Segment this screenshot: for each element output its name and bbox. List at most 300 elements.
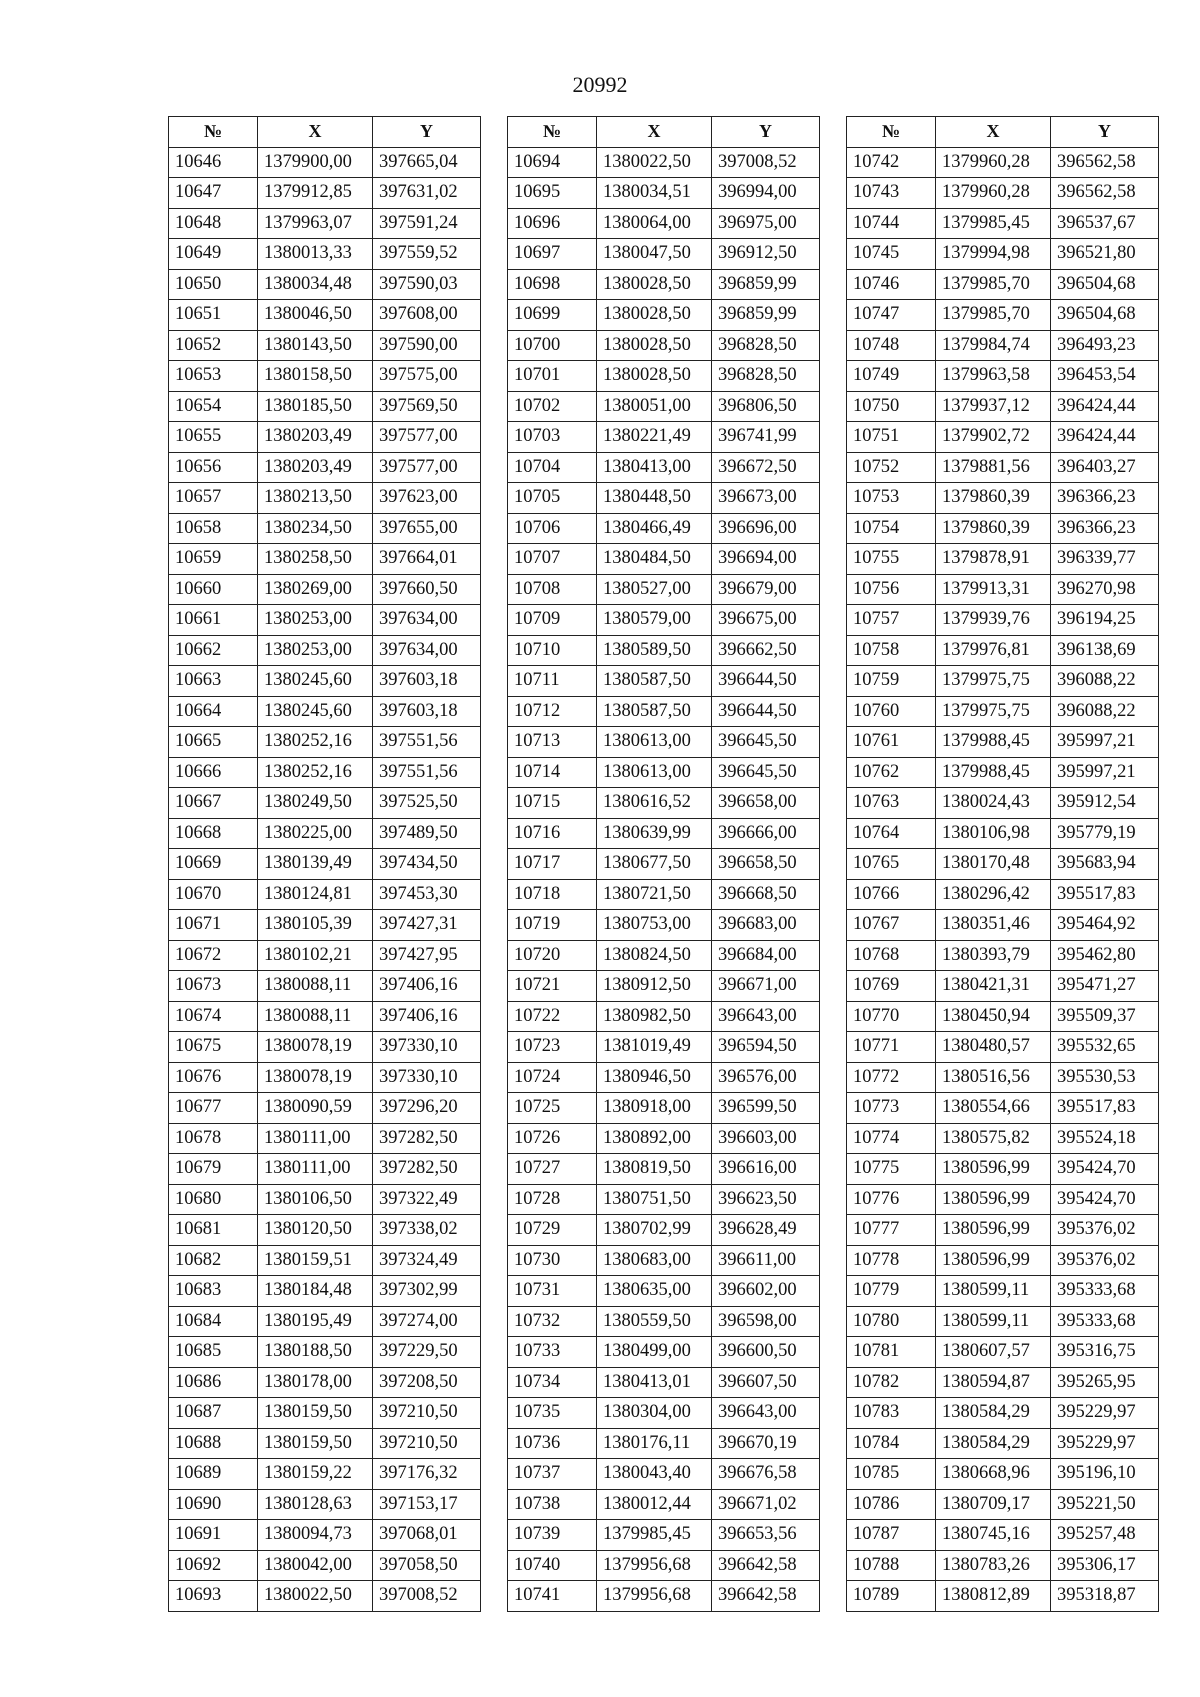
cell-number: 10686 xyxy=(169,1367,258,1398)
table-row xyxy=(847,1154,1159,1185)
cell-number: 10764 xyxy=(847,818,936,849)
table-row xyxy=(847,1337,1159,1368)
cell-x: 1380587,50 xyxy=(597,666,712,697)
cell-y: 397302,99 xyxy=(373,1276,481,1307)
cell-x: 1380753,00 xyxy=(597,910,712,941)
table-row xyxy=(847,1459,1159,1490)
cell-y: 396493,23 xyxy=(1051,330,1159,361)
cell-x: 1380745,16 xyxy=(936,1520,1051,1551)
table-row xyxy=(847,391,1159,422)
table-row xyxy=(847,1306,1159,1337)
header-y: Y xyxy=(712,117,820,148)
cell-number: 10702 xyxy=(508,391,597,422)
cell-x: 1380088,11 xyxy=(258,1001,373,1032)
cell-x: 1380106,98 xyxy=(936,818,1051,849)
cell-x: 1380234,50 xyxy=(258,513,373,544)
table-row xyxy=(508,239,820,270)
cell-number: 10722 xyxy=(508,1001,597,1032)
cell-y: 396623,50 xyxy=(712,1184,820,1215)
cell-number: 10690 xyxy=(169,1489,258,1520)
cell-x: 1380499,00 xyxy=(597,1337,712,1368)
cell-number: 10696 xyxy=(508,208,597,239)
cell-number: 10753 xyxy=(847,483,936,514)
cell-number: 10687 xyxy=(169,1398,258,1429)
cell-number: 10662 xyxy=(169,635,258,666)
table-row xyxy=(508,1276,820,1307)
cell-x: 1380616,52 xyxy=(597,788,712,819)
table-header-row xyxy=(847,117,1159,148)
cell-number: 10677 xyxy=(169,1093,258,1124)
cell-x: 1380253,00 xyxy=(258,635,373,666)
cell-x: 1380028,50 xyxy=(597,300,712,331)
table-row xyxy=(169,1428,481,1459)
cell-number: 10646 xyxy=(169,147,258,178)
table-row xyxy=(847,1123,1159,1154)
cell-y: 396859,99 xyxy=(712,269,820,300)
cell-x: 1380090,59 xyxy=(258,1093,373,1124)
cell-number: 10707 xyxy=(508,544,597,575)
cell-x: 1380579,00 xyxy=(597,605,712,636)
table-row xyxy=(169,1154,481,1185)
cell-number: 10768 xyxy=(847,940,936,971)
table-row xyxy=(508,757,820,788)
cell-x: 1379975,75 xyxy=(936,696,1051,727)
cell-x: 1379963,58 xyxy=(936,361,1051,392)
cell-number: 10683 xyxy=(169,1276,258,1307)
cell-x: 1380120,50 xyxy=(258,1215,373,1246)
cell-x: 1380668,96 xyxy=(936,1459,1051,1490)
cell-y: 395424,70 xyxy=(1051,1184,1159,1215)
cell-y: 396607,50 xyxy=(712,1367,820,1398)
cell-number: 10745 xyxy=(847,239,936,270)
table-row xyxy=(169,1032,481,1063)
table-row xyxy=(508,483,820,514)
cell-number: 10782 xyxy=(847,1367,936,1398)
cell-x: 1380178,00 xyxy=(258,1367,373,1398)
cell-number: 10752 xyxy=(847,452,936,483)
cell-number: 10667 xyxy=(169,788,258,819)
cell-y: 396424,44 xyxy=(1051,422,1159,453)
cell-number: 10733 xyxy=(508,1337,597,1368)
coordinate-table-1 xyxy=(168,116,481,1612)
cell-x: 1380527,00 xyxy=(597,574,712,605)
cell-y: 396658,00 xyxy=(712,788,820,819)
cell-y: 395517,83 xyxy=(1051,1093,1159,1124)
cell-y: 397634,00 xyxy=(373,605,481,636)
cell-number: 10726 xyxy=(508,1123,597,1154)
cell-number: 10705 xyxy=(508,483,597,514)
table-row xyxy=(847,788,1159,819)
table-row xyxy=(508,1489,820,1520)
cell-number: 10649 xyxy=(169,239,258,270)
cell-x: 1379975,75 xyxy=(936,666,1051,697)
cell-number: 10744 xyxy=(847,208,936,239)
table-row xyxy=(508,666,820,697)
cell-y: 395464,92 xyxy=(1051,910,1159,941)
cell-y: 397559,52 xyxy=(373,239,481,270)
cell-number: 10787 xyxy=(847,1520,936,1551)
table-row xyxy=(169,391,481,422)
cell-number: 10654 xyxy=(169,391,258,422)
table-row xyxy=(847,300,1159,331)
cell-x: 1380596,99 xyxy=(936,1215,1051,1246)
cell-number: 10737 xyxy=(508,1459,597,1490)
table-row xyxy=(169,727,481,758)
table-row xyxy=(508,208,820,239)
cell-y: 397153,17 xyxy=(373,1489,481,1520)
cell-y: 396521,80 xyxy=(1051,239,1159,270)
table-row xyxy=(508,788,820,819)
cell-number: 10750 xyxy=(847,391,936,422)
table-row xyxy=(169,1550,481,1581)
cell-y: 396658,50 xyxy=(712,849,820,880)
cell-number: 10765 xyxy=(847,849,936,880)
cell-x: 1380575,82 xyxy=(936,1123,1051,1154)
table-row xyxy=(508,971,820,1002)
table-row xyxy=(508,178,820,209)
table-row xyxy=(847,361,1159,392)
cell-y: 395509,37 xyxy=(1051,1001,1159,1032)
cell-y: 396599,50 xyxy=(712,1093,820,1124)
cell-y: 396628,49 xyxy=(712,1215,820,1246)
cell-x: 1380170,48 xyxy=(936,849,1051,880)
cell-y: 397282,50 xyxy=(373,1154,481,1185)
cell-number: 10714 xyxy=(508,757,597,788)
cell-x: 1379994,98 xyxy=(936,239,1051,270)
cell-x: 1380982,50 xyxy=(597,1001,712,1032)
cell-number: 10762 xyxy=(847,757,936,788)
cell-x: 1380296,42 xyxy=(936,879,1051,910)
table-row xyxy=(847,1245,1159,1276)
cell-number: 10741 xyxy=(508,1581,597,1612)
table-row xyxy=(508,1428,820,1459)
cell-x: 1380639,99 xyxy=(597,818,712,849)
cell-number: 10776 xyxy=(847,1184,936,1215)
cell-x: 1380064,00 xyxy=(597,208,712,239)
cell-x: 1380413,00 xyxy=(597,452,712,483)
cell-x: 1380304,00 xyxy=(597,1398,712,1429)
cell-x: 1379963,07 xyxy=(258,208,373,239)
cell-x: 1380034,48 xyxy=(258,269,373,300)
cell-x: 1380587,50 xyxy=(597,696,712,727)
cell-y: 395265,95 xyxy=(1051,1367,1159,1398)
table-row xyxy=(169,361,481,392)
cell-y: 396194,25 xyxy=(1051,605,1159,636)
cell-number: 10751 xyxy=(847,422,936,453)
table-row xyxy=(847,849,1159,880)
cell-y: 396138,69 xyxy=(1051,635,1159,666)
cell-y: 397591,24 xyxy=(373,208,481,239)
cell-y: 396403,27 xyxy=(1051,452,1159,483)
cell-y: 395517,83 xyxy=(1051,879,1159,910)
cell-number: 10746 xyxy=(847,269,936,300)
cell-number: 10697 xyxy=(508,239,597,270)
cell-y: 396088,22 xyxy=(1051,696,1159,727)
cell-number: 10771 xyxy=(847,1032,936,1063)
cell-y: 397623,00 xyxy=(373,483,481,514)
table-row xyxy=(169,1459,481,1490)
cell-number: 10698 xyxy=(508,269,597,300)
cell-number: 10655 xyxy=(169,422,258,453)
cell-number: 10689 xyxy=(169,1459,258,1490)
cell-number: 10706 xyxy=(508,513,597,544)
table-row xyxy=(847,147,1159,178)
cell-y: 397210,50 xyxy=(373,1428,481,1459)
table-row xyxy=(508,696,820,727)
table-row xyxy=(169,849,481,880)
table-row xyxy=(508,1520,820,1551)
cell-number: 10711 xyxy=(508,666,597,697)
cell-number: 10650 xyxy=(169,269,258,300)
table-row xyxy=(169,1245,481,1276)
table-row xyxy=(847,422,1159,453)
table-row xyxy=(169,513,481,544)
cell-x: 1379900,00 xyxy=(258,147,373,178)
cell-number: 10739 xyxy=(508,1520,597,1551)
table-row xyxy=(847,1001,1159,1032)
cell-y: 396676,58 xyxy=(712,1459,820,1490)
cell-number: 10688 xyxy=(169,1428,258,1459)
table-row xyxy=(508,1123,820,1154)
table-row xyxy=(169,696,481,727)
cell-number: 10692 xyxy=(169,1550,258,1581)
cell-number: 10651 xyxy=(169,300,258,331)
cell-x: 1379878,91 xyxy=(936,544,1051,575)
cell-number: 10709 xyxy=(508,605,597,636)
cell-y: 396859,99 xyxy=(712,300,820,331)
cell-x: 1380159,22 xyxy=(258,1459,373,1490)
cell-x: 1380613,00 xyxy=(597,727,712,758)
cell-y: 395683,94 xyxy=(1051,849,1159,880)
cell-number: 10777 xyxy=(847,1215,936,1246)
cell-number: 10659 xyxy=(169,544,258,575)
cell-x: 1379860,39 xyxy=(936,513,1051,544)
cell-y: 397406,16 xyxy=(373,971,481,1002)
cell-number: 10763 xyxy=(847,788,936,819)
cell-y: 396616,00 xyxy=(712,1154,820,1185)
coordinate-table-2 xyxy=(507,116,820,1612)
table-row xyxy=(847,1276,1159,1307)
cell-x: 1380466,49 xyxy=(597,513,712,544)
cell-x: 1380047,50 xyxy=(597,239,712,270)
cell-x: 1380042,00 xyxy=(258,1550,373,1581)
table-row xyxy=(847,818,1159,849)
cell-number: 10727 xyxy=(508,1154,597,1185)
cell-number: 10669 xyxy=(169,849,258,880)
cell-y: 397008,52 xyxy=(712,147,820,178)
table-row xyxy=(169,544,481,575)
cell-x: 1380128,63 xyxy=(258,1489,373,1520)
table-row xyxy=(847,1428,1159,1459)
cell-y: 397590,03 xyxy=(373,269,481,300)
table-row xyxy=(847,910,1159,941)
cell-x: 1380709,17 xyxy=(936,1489,1051,1520)
cell-y: 396453,54 xyxy=(1051,361,1159,392)
cell-number: 10682 xyxy=(169,1245,258,1276)
cell-y: 397577,00 xyxy=(373,452,481,483)
cell-number: 10732 xyxy=(508,1306,597,1337)
table-row xyxy=(169,239,481,270)
cell-x: 1380596,99 xyxy=(936,1184,1051,1215)
table-row xyxy=(508,849,820,880)
table-row xyxy=(508,1550,820,1581)
cell-y: 396670,19 xyxy=(712,1428,820,1459)
cell-x: 1380203,49 xyxy=(258,452,373,483)
cell-number: 10712 xyxy=(508,696,597,727)
table-row xyxy=(508,513,820,544)
table-row xyxy=(847,1581,1159,1612)
cell-y: 397660,50 xyxy=(373,574,481,605)
cell-number: 10766 xyxy=(847,879,936,910)
cell-number: 10720 xyxy=(508,940,597,971)
cell-number: 10747 xyxy=(847,300,936,331)
cell-x: 1380176,11 xyxy=(597,1428,712,1459)
cell-number: 10748 xyxy=(847,330,936,361)
table-row xyxy=(847,696,1159,727)
cell-y: 397274,00 xyxy=(373,1306,481,1337)
cell-number: 10703 xyxy=(508,422,597,453)
cell-x: 1380159,51 xyxy=(258,1245,373,1276)
cell-x: 1380158,50 xyxy=(258,361,373,392)
table-row xyxy=(169,818,481,849)
cell-y: 395424,70 xyxy=(1051,1154,1159,1185)
cell-y: 396643,00 xyxy=(712,1001,820,1032)
table-row xyxy=(169,452,481,483)
cell-y: 397406,16 xyxy=(373,1001,481,1032)
cell-number: 10693 xyxy=(169,1581,258,1612)
cell-x: 1380159,50 xyxy=(258,1428,373,1459)
cell-y: 396828,50 xyxy=(712,361,820,392)
cell-number: 10738 xyxy=(508,1489,597,1520)
cell-y: 397590,00 xyxy=(373,330,481,361)
cell-x: 1379985,70 xyxy=(936,269,1051,300)
cell-number: 10647 xyxy=(169,178,258,209)
cell-y: 396741,99 xyxy=(712,422,820,453)
cell-x: 1379985,45 xyxy=(597,1520,712,1551)
cell-y: 396671,02 xyxy=(712,1489,820,1520)
cell-x: 1380105,39 xyxy=(258,910,373,941)
cell-y: 396806,50 xyxy=(712,391,820,422)
cell-x: 1380024,43 xyxy=(936,788,1051,819)
cell-number: 10681 xyxy=(169,1215,258,1246)
cell-x: 1379860,39 xyxy=(936,483,1051,514)
table-row xyxy=(169,1398,481,1429)
cell-number: 10671 xyxy=(169,910,258,941)
cell-y: 396600,50 xyxy=(712,1337,820,1368)
cell-number: 10666 xyxy=(169,757,258,788)
cell-y: 396088,22 xyxy=(1051,666,1159,697)
cell-number: 10740 xyxy=(508,1550,597,1581)
cell-y: 396366,23 xyxy=(1051,513,1159,544)
cell-y: 395912,54 xyxy=(1051,788,1159,819)
cell-x: 1380559,50 xyxy=(597,1306,712,1337)
table-row xyxy=(508,1154,820,1185)
table-row xyxy=(508,727,820,758)
cell-number: 10718 xyxy=(508,879,597,910)
table-row xyxy=(508,269,820,300)
cell-x: 1379902,72 xyxy=(936,422,1051,453)
cell-x: 1380751,50 xyxy=(597,1184,712,1215)
cell-number: 10757 xyxy=(847,605,936,636)
cell-y: 396653,56 xyxy=(712,1520,820,1551)
cell-x: 1380143,50 xyxy=(258,330,373,361)
cell-x: 1380393,79 xyxy=(936,940,1051,971)
table-row xyxy=(847,727,1159,758)
cell-x: 1379984,74 xyxy=(936,330,1051,361)
cell-number: 10685 xyxy=(169,1337,258,1368)
cell-y: 397296,20 xyxy=(373,1093,481,1124)
cell-y: 396644,50 xyxy=(712,696,820,727)
coordinate-table-3 xyxy=(846,116,1159,1612)
table-row xyxy=(847,239,1159,270)
cell-x: 1380918,00 xyxy=(597,1093,712,1124)
cell-number: 10653 xyxy=(169,361,258,392)
table-row xyxy=(847,269,1159,300)
cell-x: 1380253,00 xyxy=(258,605,373,636)
cell-number: 10770 xyxy=(847,1001,936,1032)
table-row xyxy=(169,574,481,605)
cell-y: 397631,02 xyxy=(373,178,481,209)
cell-number: 10730 xyxy=(508,1245,597,1276)
cell-y: 397068,01 xyxy=(373,1520,481,1551)
cell-y: 397229,50 xyxy=(373,1337,481,1368)
cell-y: 397008,52 xyxy=(373,1581,481,1612)
cell-number: 10694 xyxy=(508,147,597,178)
table-row xyxy=(847,1398,1159,1429)
cell-x: 1380599,11 xyxy=(936,1306,1051,1337)
cell-number: 10772 xyxy=(847,1062,936,1093)
cell-x: 1380635,00 xyxy=(597,1276,712,1307)
cell-number: 10652 xyxy=(169,330,258,361)
table-row xyxy=(169,1306,481,1337)
table-row xyxy=(169,1520,481,1551)
table-row xyxy=(508,605,820,636)
header-y: Y xyxy=(373,117,481,148)
table-row xyxy=(508,422,820,453)
cell-x: 1380022,50 xyxy=(597,147,712,178)
table-row xyxy=(847,1489,1159,1520)
cell-y: 397603,18 xyxy=(373,696,481,727)
table-row xyxy=(508,391,820,422)
cell-x: 1380245,60 xyxy=(258,696,373,727)
cell-y: 395376,02 xyxy=(1051,1215,1159,1246)
cell-y: 396562,58 xyxy=(1051,178,1159,209)
cell-x: 1380184,48 xyxy=(258,1276,373,1307)
cell-y: 397324,49 xyxy=(373,1245,481,1276)
table-row xyxy=(508,300,820,331)
table-row xyxy=(169,422,481,453)
table-row xyxy=(169,1276,481,1307)
table-row xyxy=(508,1184,820,1215)
table-row xyxy=(169,635,481,666)
cell-x: 1380702,99 xyxy=(597,1215,712,1246)
cell-y: 395997,21 xyxy=(1051,727,1159,758)
cell-number: 10725 xyxy=(508,1093,597,1124)
cell-number: 10781 xyxy=(847,1337,936,1368)
cell-number: 10708 xyxy=(508,574,597,605)
table-row xyxy=(847,330,1159,361)
cell-y: 396696,00 xyxy=(712,513,820,544)
cell-x: 1380892,00 xyxy=(597,1123,712,1154)
table-row xyxy=(169,971,481,1002)
cell-x: 1380484,50 xyxy=(597,544,712,575)
cell-x: 1379912,85 xyxy=(258,178,373,209)
cell-x: 1380824,50 xyxy=(597,940,712,971)
cell-x: 1380012,44 xyxy=(597,1489,712,1520)
cell-y: 396994,00 xyxy=(712,178,820,209)
cell-number: 10749 xyxy=(847,361,936,392)
cell-y: 397330,10 xyxy=(373,1032,481,1063)
